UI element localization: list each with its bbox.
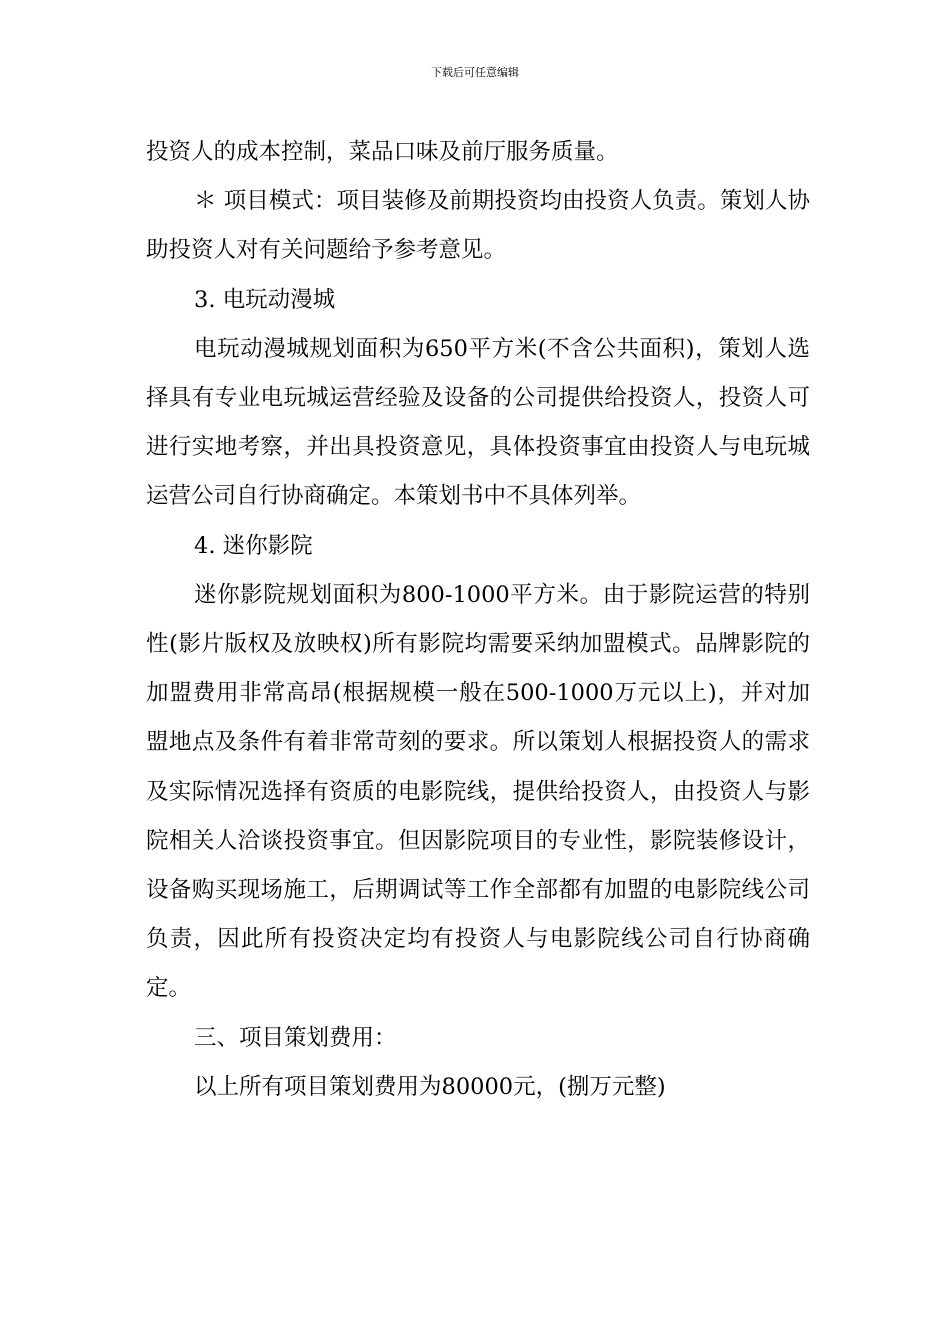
- paragraph-mini-cinema: 迷你影院规划面积为800-1000平方米。由于影院运营的特别性(影片版权及放映权)所有影院均需要采纳加盟模式。品牌影院的加盟费用非常高昂(根据规模一般在500-1000万元以上)，并对加盟地点及条件有着非常苛刻的要求。所以策划人根据投资人的需求及实际情况选择有资质的电影院线，提供给投资人，由投资人与影院相关人洽谈投资事宜。但因影院项目的专业性，影院装修设计，设备购买现场施工，后期调试等工作全部都有加盟的电影院线公司负责，因此所有投资决定均有投资人与电影院线公司自行协商确定。: [146, 581, 810, 1002]
- paragraph-planning-fee: 以上所有项目策划费用为80000元，(捌万元整): [194, 1073, 666, 1100]
- page-header-note: 下载后可任意编辑: [431, 66, 519, 79]
- paragraph-arcade-anime-city: 电玩动漫城规划面积为650平方米(不含公共面积)，策划人选择具有专业电玩城运营经验及设备的公司提供给投资人，投资人可进行实地考察，并出具投资意见，具体投资事宜由投资人与电玩城运营公司自行协商确定。本策划书中不具体列举。: [146, 335, 810, 510]
- paragraph-cost-control: 投资人的成本控制，菜品口味及前厅服务质量。: [146, 139, 619, 165]
- document-body: [146, 128, 810, 1112]
- paragraph-project-mode: ＊ 项目模式：项目装修及前期投资均由投资人负责。策划人协助投资人对有关问题给予参考意见。: [146, 188, 810, 264]
- heading-mini-cinema: 4. 迷你影院: [194, 532, 313, 559]
- heading-arcade-anime-city: 3. 电玩动漫城: [194, 286, 336, 313]
- heading-planning-fee: 三、项目策划费用：: [194, 1024, 397, 1051]
